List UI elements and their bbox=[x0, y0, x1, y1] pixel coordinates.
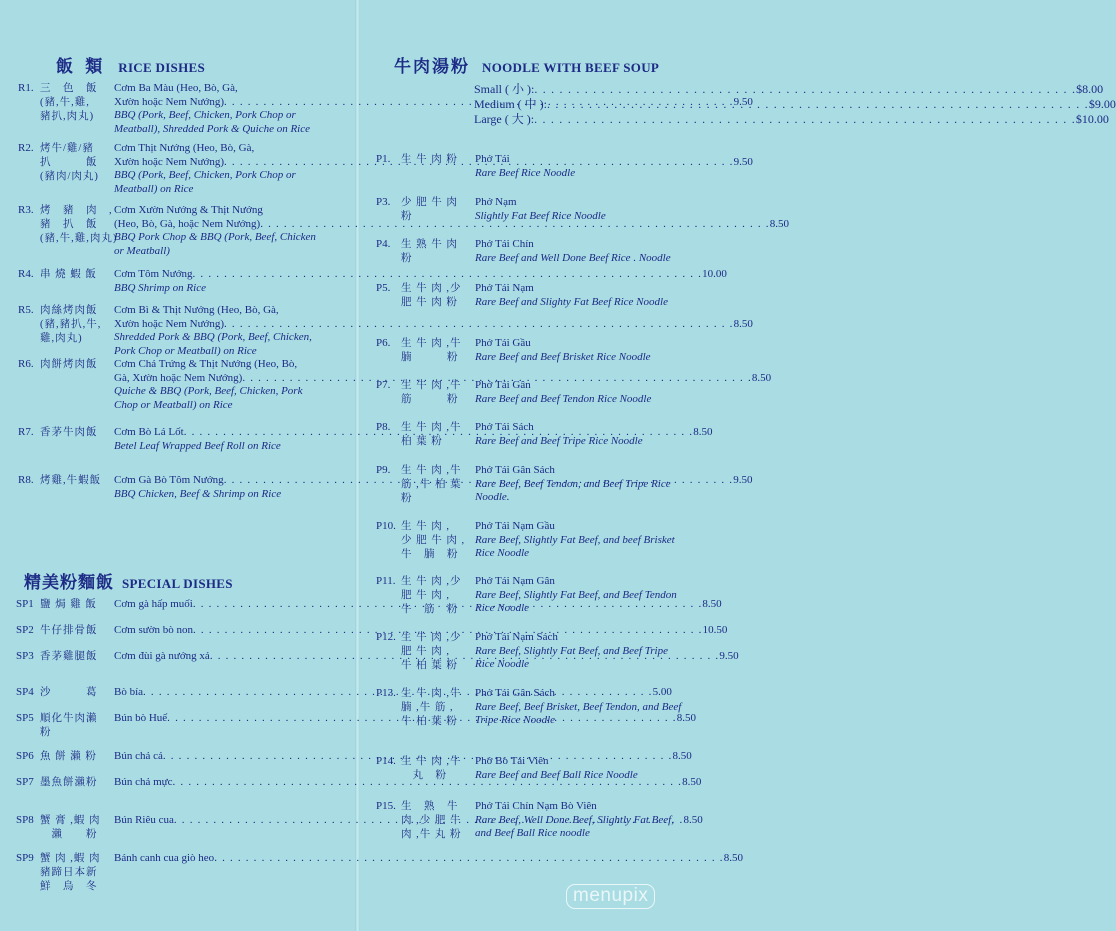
item-name-zh: 生 熟 牛 肉 ,少 肥 牛 肉 ,牛 丸 粉 bbox=[401, 801, 462, 840]
item-number: R3. bbox=[18, 204, 34, 216]
item-number: SP1 bbox=[16, 598, 34, 610]
item-name-zh: 牛仔排骨飯 bbox=[40, 625, 98, 636]
item-number: R2. bbox=[18, 142, 34, 154]
item-name-zh: 香茅牛肉飯 bbox=[40, 427, 98, 438]
price-row bbox=[114, 776, 702, 790]
item-name-zh: 沙 葛 bbox=[40, 687, 98, 698]
size-price-list bbox=[474, 82, 1116, 127]
item-name-vi: Bò bía bbox=[114, 686, 144, 698]
item-number: SP8 bbox=[16, 814, 34, 826]
item-number: P11. bbox=[376, 575, 396, 587]
price-row bbox=[114, 852, 743, 866]
item-name-zh: 蟹 肉 ,蝦 肉 豬蹄日本新 鮮 烏 冬 bbox=[40, 853, 101, 892]
item-price: 8.50 bbox=[683, 814, 703, 826]
item-number: R8. bbox=[18, 474, 34, 486]
item-name-en: Slightly Fat Beef Rice Noodle bbox=[475, 209, 606, 222]
price-row bbox=[114, 217, 789, 232]
leader-dots bbox=[224, 318, 734, 332]
item-number: P6. bbox=[376, 337, 391, 349]
item-name-vi: Cơm Bò Lá Lốt bbox=[114, 426, 184, 438]
item-name-vi: Phở Tái Chín Nạm Bò Viên bbox=[475, 800, 597, 812]
noodle-section-title bbox=[394, 52, 659, 77]
item-description bbox=[475, 520, 690, 561]
item-description bbox=[475, 238, 690, 265]
item-name-zh: 生 牛 肉 , 少 肥 牛 肉 , 牛 腩 粉 bbox=[401, 521, 466, 560]
item-name-zh: 鹽 焗 雞 飯 bbox=[40, 599, 97, 610]
leader-dots bbox=[214, 852, 724, 866]
item-number: P13. bbox=[376, 687, 396, 699]
item-name-vi: Phở Tái Gân Sách bbox=[475, 687, 555, 699]
item-name-en: Rare Beef and Beef Tendon Rice Noodle bbox=[475, 392, 652, 405]
price-row bbox=[114, 317, 753, 332]
item-name-en: Shredded Pork & BBQ (Pork, Beef, Chicken, Pork Chop or Meatball) on Rice bbox=[114, 331, 312, 357]
item-price: 9.50 bbox=[733, 95, 753, 108]
item-name-en: BBQ (Pork, Beef, Chicken, Pork Chop or Meatball) on Rice bbox=[114, 169, 296, 195]
item-description bbox=[475, 464, 690, 505]
item-number: P8. bbox=[376, 421, 391, 433]
item-price: 5.00 bbox=[652, 686, 672, 698]
item-name-zh: 三 色 飯 (豬,牛,雞, 豬扒,肉丸) bbox=[40, 83, 98, 122]
item-description bbox=[475, 337, 690, 364]
item-number: SP7 bbox=[16, 776, 34, 788]
item-name-en: Rare Beef, Slightly Fat Beef, and Beef Tripe Rice Noodle bbox=[475, 644, 668, 670]
item-number: P14. bbox=[376, 755, 396, 767]
item-name-vi: Cơm sườn bò non bbox=[114, 624, 194, 636]
item-name-en: Quiche & BBQ (Pork, Beef, Chicken, Pork Chop or Meatball) on Rice bbox=[114, 385, 303, 411]
price-row bbox=[114, 268, 727, 282]
size-label: Large ( 大 ): bbox=[474, 112, 535, 126]
item-number: SP9 bbox=[16, 852, 34, 864]
item-name-en: Rare Beef, Slightly Fat Beef, and beef Brisket Rice Noodle bbox=[475, 533, 675, 559]
item-name-en: Rare Beef and Well Done Beef Rice . Noodle bbox=[475, 251, 671, 264]
item-description bbox=[114, 852, 743, 866]
item-description bbox=[475, 282, 690, 309]
item-name-zh: 烤雞,牛蝦飯 bbox=[40, 475, 102, 486]
item-name-en: Betel Leaf Wrapped Beef Roll on Rice bbox=[114, 439, 281, 452]
item-name-vi: Phở Tái Nạm Sách bbox=[475, 631, 558, 643]
size-label: Small ( 小 ): bbox=[474, 82, 535, 96]
item-name-vi: Cơm Tôm Nướng bbox=[114, 268, 193, 280]
item-description bbox=[475, 153, 690, 180]
item-name-en: BBQ (Pork, Beef, Chicken, Pork Chop or Meatball), Shredded Pork & Quiche on Rice bbox=[114, 109, 311, 135]
item-description bbox=[475, 379, 690, 406]
item-number: P5. bbox=[376, 282, 391, 294]
item-number: R5. bbox=[18, 304, 34, 316]
item-name-zh: 串 燒 蝦 飯 bbox=[40, 269, 97, 280]
item-name-vi: Phở Tái Nạm bbox=[475, 282, 534, 294]
item-number: R4. bbox=[18, 268, 34, 280]
item-price: 8.50 bbox=[733, 317, 753, 330]
item-number: P12. bbox=[376, 631, 396, 643]
item-description bbox=[475, 421, 690, 448]
rice-title-zh: 飯 類 bbox=[56, 57, 107, 76]
item-name-zh: 蟹 膏 ,蝦 肉 瀨 粉 bbox=[40, 815, 101, 840]
item-price: 8.50 bbox=[682, 776, 702, 788]
item-name-vi: Phở Tái Sách bbox=[475, 421, 534, 433]
item-name-vi: Phở Tái bbox=[475, 153, 510, 165]
item-name-zh: 生 牛 肉 ,牛 腩 粉 bbox=[401, 338, 462, 363]
item-name-vi: Phở Bò Tái Viên bbox=[475, 755, 549, 767]
item-number: SP4 bbox=[16, 686, 34, 698]
item-name-vi: Phở Tái Nạm Gân bbox=[475, 575, 555, 587]
item-name-en: Rare Beef, Beef Brisket, Beef Tendon, and Beef Tripe Rice Noodle bbox=[475, 700, 682, 726]
watermark-logo: menupix bbox=[566, 885, 655, 907]
item-name-vi: Bún chả cá bbox=[114, 750, 163, 762]
item-name-vi: Gà, Xườn hoặc Nem Nướng) bbox=[114, 371, 243, 384]
item-name-vi-line1: Cơm Xườn Nướng & Thịt Nướng bbox=[114, 204, 263, 216]
item-name-zh: 肉餅烤肉飯 bbox=[40, 359, 98, 370]
size-row-medium bbox=[474, 97, 1116, 112]
item-description bbox=[475, 575, 690, 616]
item-name-vi: Xườn hoặc Nem Nướng) bbox=[114, 155, 225, 168]
noodle-title-en: NOODLE WITH BEEF SOUP bbox=[482, 60, 660, 75]
item-number: P15. bbox=[376, 800, 396, 812]
item-price: 9.50 bbox=[733, 474, 753, 486]
item-description bbox=[475, 800, 690, 841]
item-name-vi: Phở Tái Nạm Gầu bbox=[475, 520, 555, 532]
item-name-zh: 烤 豬 肉 , 豬 扒 飯 (豬,牛,雞,肉丸) bbox=[40, 205, 118, 244]
item-name-vi: Bún Riêu cua bbox=[114, 814, 174, 826]
item-number: P7. bbox=[376, 379, 391, 391]
item-name-zh: 香茅雞腿飯 bbox=[40, 651, 98, 662]
item-number: SP3 bbox=[16, 650, 34, 662]
noodle-title-zh: 牛肉湯粉 bbox=[394, 57, 470, 76]
item-price: 8.50 bbox=[702, 598, 722, 610]
item-name-en: Rare Beef Rice Noodle bbox=[475, 166, 576, 179]
size-label: Medium ( 中 ): bbox=[474, 97, 547, 111]
item-name-vi: Xườn hoặc Nem Nướng) bbox=[114, 95, 225, 108]
item-name-vi-line1: Cơm Ba Màu (Heo, Bò, Gà, bbox=[114, 82, 238, 94]
item-description bbox=[475, 196, 690, 223]
item-name-zh: 生 牛 肉 ,牛 丸 粉 bbox=[401, 756, 462, 781]
item-number: R6. bbox=[18, 358, 34, 370]
item-name-vi: Phở Tái Gân Sách bbox=[475, 464, 555, 476]
item-name-zh: 順化牛肉瀨 粉 bbox=[40, 713, 98, 738]
item-name-zh: 魚 餅 瀨 粉 bbox=[40, 751, 97, 762]
leader-dots bbox=[193, 268, 703, 282]
item-name-zh: 生 牛 肉 ,牛 腩 ,牛 筋 , 牛 柏 葉 粉 bbox=[401, 688, 462, 727]
rice-title-en: RICE DISHES bbox=[118, 60, 205, 75]
item-name-en: Rare Beef and Beef Tripe Rice Noodle bbox=[475, 434, 643, 447]
item-price: 8.50 bbox=[672, 750, 692, 762]
item-name-zh: 生 牛 肉 ,少 肥 牛 肉 , 牛 筋 粉 bbox=[401, 576, 462, 615]
item-name-en: Rare Beef, Well Done Beef, Slightly Fat Beef, and Beef Ball Rice noodle bbox=[475, 813, 674, 839]
item-description bbox=[475, 755, 690, 782]
item-name-vi: Bún chả mực bbox=[114, 776, 173, 788]
item-number: P4. bbox=[376, 238, 391, 250]
item-name-en: Rare Beef and Slighty Fat Beef Rice Noodle bbox=[475, 295, 668, 308]
size-price: $10.00 bbox=[1075, 112, 1109, 126]
item-name-en: Rare Beef and Beef Ball Rice Noodle bbox=[475, 768, 638, 781]
item-name-vi: (Heo, Bò, Gà, hoặc Nem Nướng) bbox=[114, 217, 261, 230]
item-name-zh: 生 牛 肉 ,少 肥 牛 肉 , 牛 柏 葉 粉 bbox=[401, 632, 462, 671]
size-row-large bbox=[474, 112, 1109, 127]
item-name-vi: Phở Nạm bbox=[475, 196, 517, 208]
item-name-en: Rare Beef and Beef Brisket Rice Noodle bbox=[475, 350, 651, 363]
price-row bbox=[114, 474, 753, 488]
item-name-en: BBQ Shrimp on Rice bbox=[114, 281, 206, 294]
item-name-vi: Cơm gà hấp muối bbox=[114, 598, 193, 610]
item-number: SP2 bbox=[16, 624, 34, 636]
special-section-title bbox=[24, 568, 233, 593]
item-number: P9. bbox=[376, 464, 391, 476]
item-price: 8.50 bbox=[676, 712, 696, 724]
special-title-en: SPECIAL DISHES bbox=[122, 576, 233, 591]
item-price: 8.50 bbox=[723, 852, 743, 864]
item-name-en: BBQ Chicken, Beef & Shrimp on Rice bbox=[114, 487, 282, 500]
special-title-zh: 精美粉麵飯 bbox=[24, 573, 114, 592]
page-fold bbox=[355, 0, 360, 931]
item-description bbox=[475, 687, 690, 728]
item-name-zh: 生 牛 肉 ,少 肥 牛 肉 粉 bbox=[401, 283, 462, 308]
item-name-en: Rare Beef, Beef Tendon, and Beef Tripe Rice Noodle. bbox=[475, 477, 671, 503]
item-name-zh: 肉絲烤肉飯 (豬,豬扒,牛, 雞,肉丸) bbox=[40, 305, 102, 344]
item-name-vi: Phở Tái Gầu bbox=[475, 337, 531, 349]
item-name-zh: 烤牛/雞/豬 扒 飯 (豬肉/肉丸) bbox=[40, 143, 99, 182]
item-number: SP6 bbox=[16, 750, 34, 762]
item-description bbox=[114, 776, 702, 790]
item-price: 8.50 bbox=[769, 217, 789, 230]
item-name-vi: Phở Tái Chín bbox=[475, 238, 534, 250]
item-name-vi-line1: Cơm Thịt Nướng (Heo, Bò, Gà, bbox=[114, 142, 255, 154]
item-name-vi: Bún bò Huế bbox=[114, 712, 168, 724]
item-number: P10. bbox=[376, 520, 396, 532]
item-name-zh: 生 牛 肉 粉 bbox=[401, 154, 458, 165]
item-number: P3. bbox=[376, 196, 391, 208]
item-name-zh: 生 牛 肉 ,牛 筋 ,牛 柏 葉 粉 bbox=[401, 465, 462, 504]
item-name-vi: Cơm Gà Bò Tôm Nướng bbox=[114, 474, 224, 486]
item-price: 8.50 bbox=[693, 426, 713, 438]
item-name-vi-line1: Cơm Bì & Thịt Nướng (Heo, Bò, Gà, bbox=[114, 304, 279, 316]
item-number: SP5 bbox=[16, 712, 34, 724]
item-name-en: Rare Beef, Slightly Fat Beef, and Beef Tendon Rice Noodle bbox=[475, 588, 677, 614]
item-name-vi: Phở Tái Gân bbox=[475, 379, 531, 391]
item-number: P1. bbox=[376, 153, 391, 165]
item-name-zh: 生 牛 肉 ,牛 筋 粉 bbox=[401, 380, 462, 405]
item-name-vi: Xườn hoặc Nem Nướng) bbox=[114, 317, 225, 330]
item-price: 10.00 bbox=[702, 268, 727, 280]
item-description bbox=[475, 631, 690, 672]
item-name-en: BBQ Pork Chop & BBQ (Pork, Beef, Chicken or Meatball) bbox=[114, 231, 316, 257]
item-name-vi-line1: Cơm Chả Trứng & Thịt Nướng (Heo, Bò, bbox=[114, 358, 298, 370]
item-name-vi: Bánh canh cua giò heo bbox=[114, 852, 215, 864]
item-name-zh: 生 牛 肉 ,牛 柏 葉 粉 bbox=[401, 422, 462, 447]
item-name-vi: Cơm đùi gà nướng xả bbox=[114, 650, 210, 662]
size-row-small bbox=[474, 82, 1104, 97]
item-price: 9.50 bbox=[733, 155, 753, 168]
item-number: R7. bbox=[18, 426, 34, 438]
item-number: R1. bbox=[18, 82, 34, 94]
size-price: $9.00 bbox=[1088, 97, 1116, 111]
item-name-zh: 墨魚餅瀨粉 bbox=[40, 777, 98, 788]
item-name-zh: 生 熟 牛 肉 粉 bbox=[401, 239, 458, 264]
item-price: 10.50 bbox=[702, 624, 728, 636]
rice-section-title bbox=[56, 52, 205, 77]
size-price: $8.00 bbox=[1076, 82, 1104, 96]
item-price: 8.50 bbox=[751, 371, 772, 384]
item-name-zh: 少 肥 牛 肉 粉 bbox=[401, 197, 458, 222]
item-price: 9.50 bbox=[719, 650, 739, 662]
